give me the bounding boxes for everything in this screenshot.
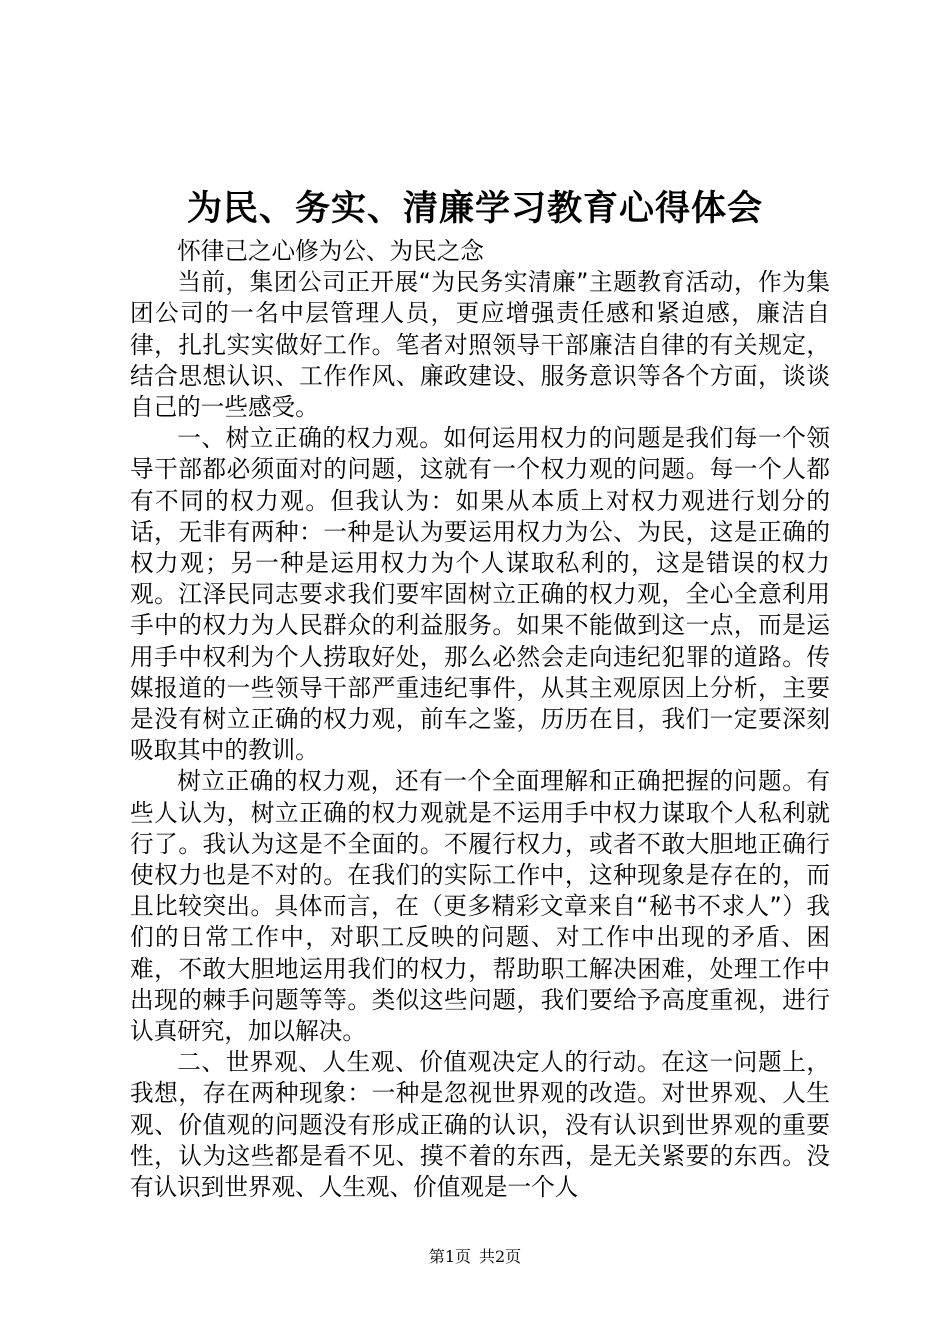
- subtitle-paragraph: 怀律己之心修为公、为民之念: [177, 237, 484, 265]
- page-number: 第1页: [428, 1247, 471, 1266]
- power-view-paragraph: 树立正确的权力观，还有一个全面理解和正确把握的问题。有些人认为，树立正确的权力观就是不运用手中权力谋取个人私利就行了。我认为这是不全面的。不履行权力，或者不敢大胆地正确行使权力也是不对的。在我们的实际工作中，这种现象是存在的，而且比较突出。具体而言，在（更多精彩文章来自“秘书不求人”）我们的日常工作中，对职工反映的问题、对工作中出现的矛盾、困难，不敢大胆地运用我们的权力，帮助职工解决困难，处理工作中出现的棘手问题等等。类似这些问题，我们要给予高度重视，进行认真研究，加以解决。: [130, 767, 830, 1046]
- section-one-paragraph: 一、树立正确的权力观。如何运用权力的问题是我们每一个领导干部都必须面对的问题，这就有一个权力观的问题。每一个人都有不同的权力观。但我认为：如果从本质上对权力观进行划分的话，无非有两种：一种是认为要运用权力为公、为民，这是正确的权力观；另一种是运用权力为个人谋取私利的，这是错误的权力观。江泽民同志要求我们要牢固树立正确的权力观，全心全意利用手中的权力为人民群众的利益服务。如果不能做到这一点，而是运用手中权利为个人捞取好处，那么必然会走向违纪犯罪的道路。传媒报道的一些领导干部严重违纪事件，从其主观原因上分析，主要是没有树立正确的权力观，前车之鉴，历历在目，我们一定要深刻吸取其中的教训。: [130, 424, 830, 765]
- intro-paragraph: 当前，集团公司正开展“为民务实清廉”主题教育活动，作为集团公司的一名中层管理人员，更应增强责任感和紧迫感，廉洁自律，扎扎实实做好工作。笔者对照领导干部廉洁自律的有关规定，结合思想认识、工作作风、廉政建设、服务意识等各个方面，谈谈自己的一些感受。: [130, 268, 830, 422]
- section-two-paragraph: 二、世界观、人生观、价值观决定人的行动。在这一问题上，我想，存在两种现象：一种是忽视世界观的改造。对世界观、人生观、价值观的问题没有形成正确的认识，没有认识到世界观的重要性，认为这些都是看不见、摸不着的东西，是无关紧要的东西。没有认识到世界观、人生观、价值观是一个人: [130, 1048, 830, 1202]
- document-title: 为民、务实、清廉学习教育心得体会: [186, 188, 763, 229]
- page-footer: [0, 1246, 950, 1268]
- document-body: [130, 236, 830, 1203]
- page-total: 共2页: [479, 1247, 522, 1266]
